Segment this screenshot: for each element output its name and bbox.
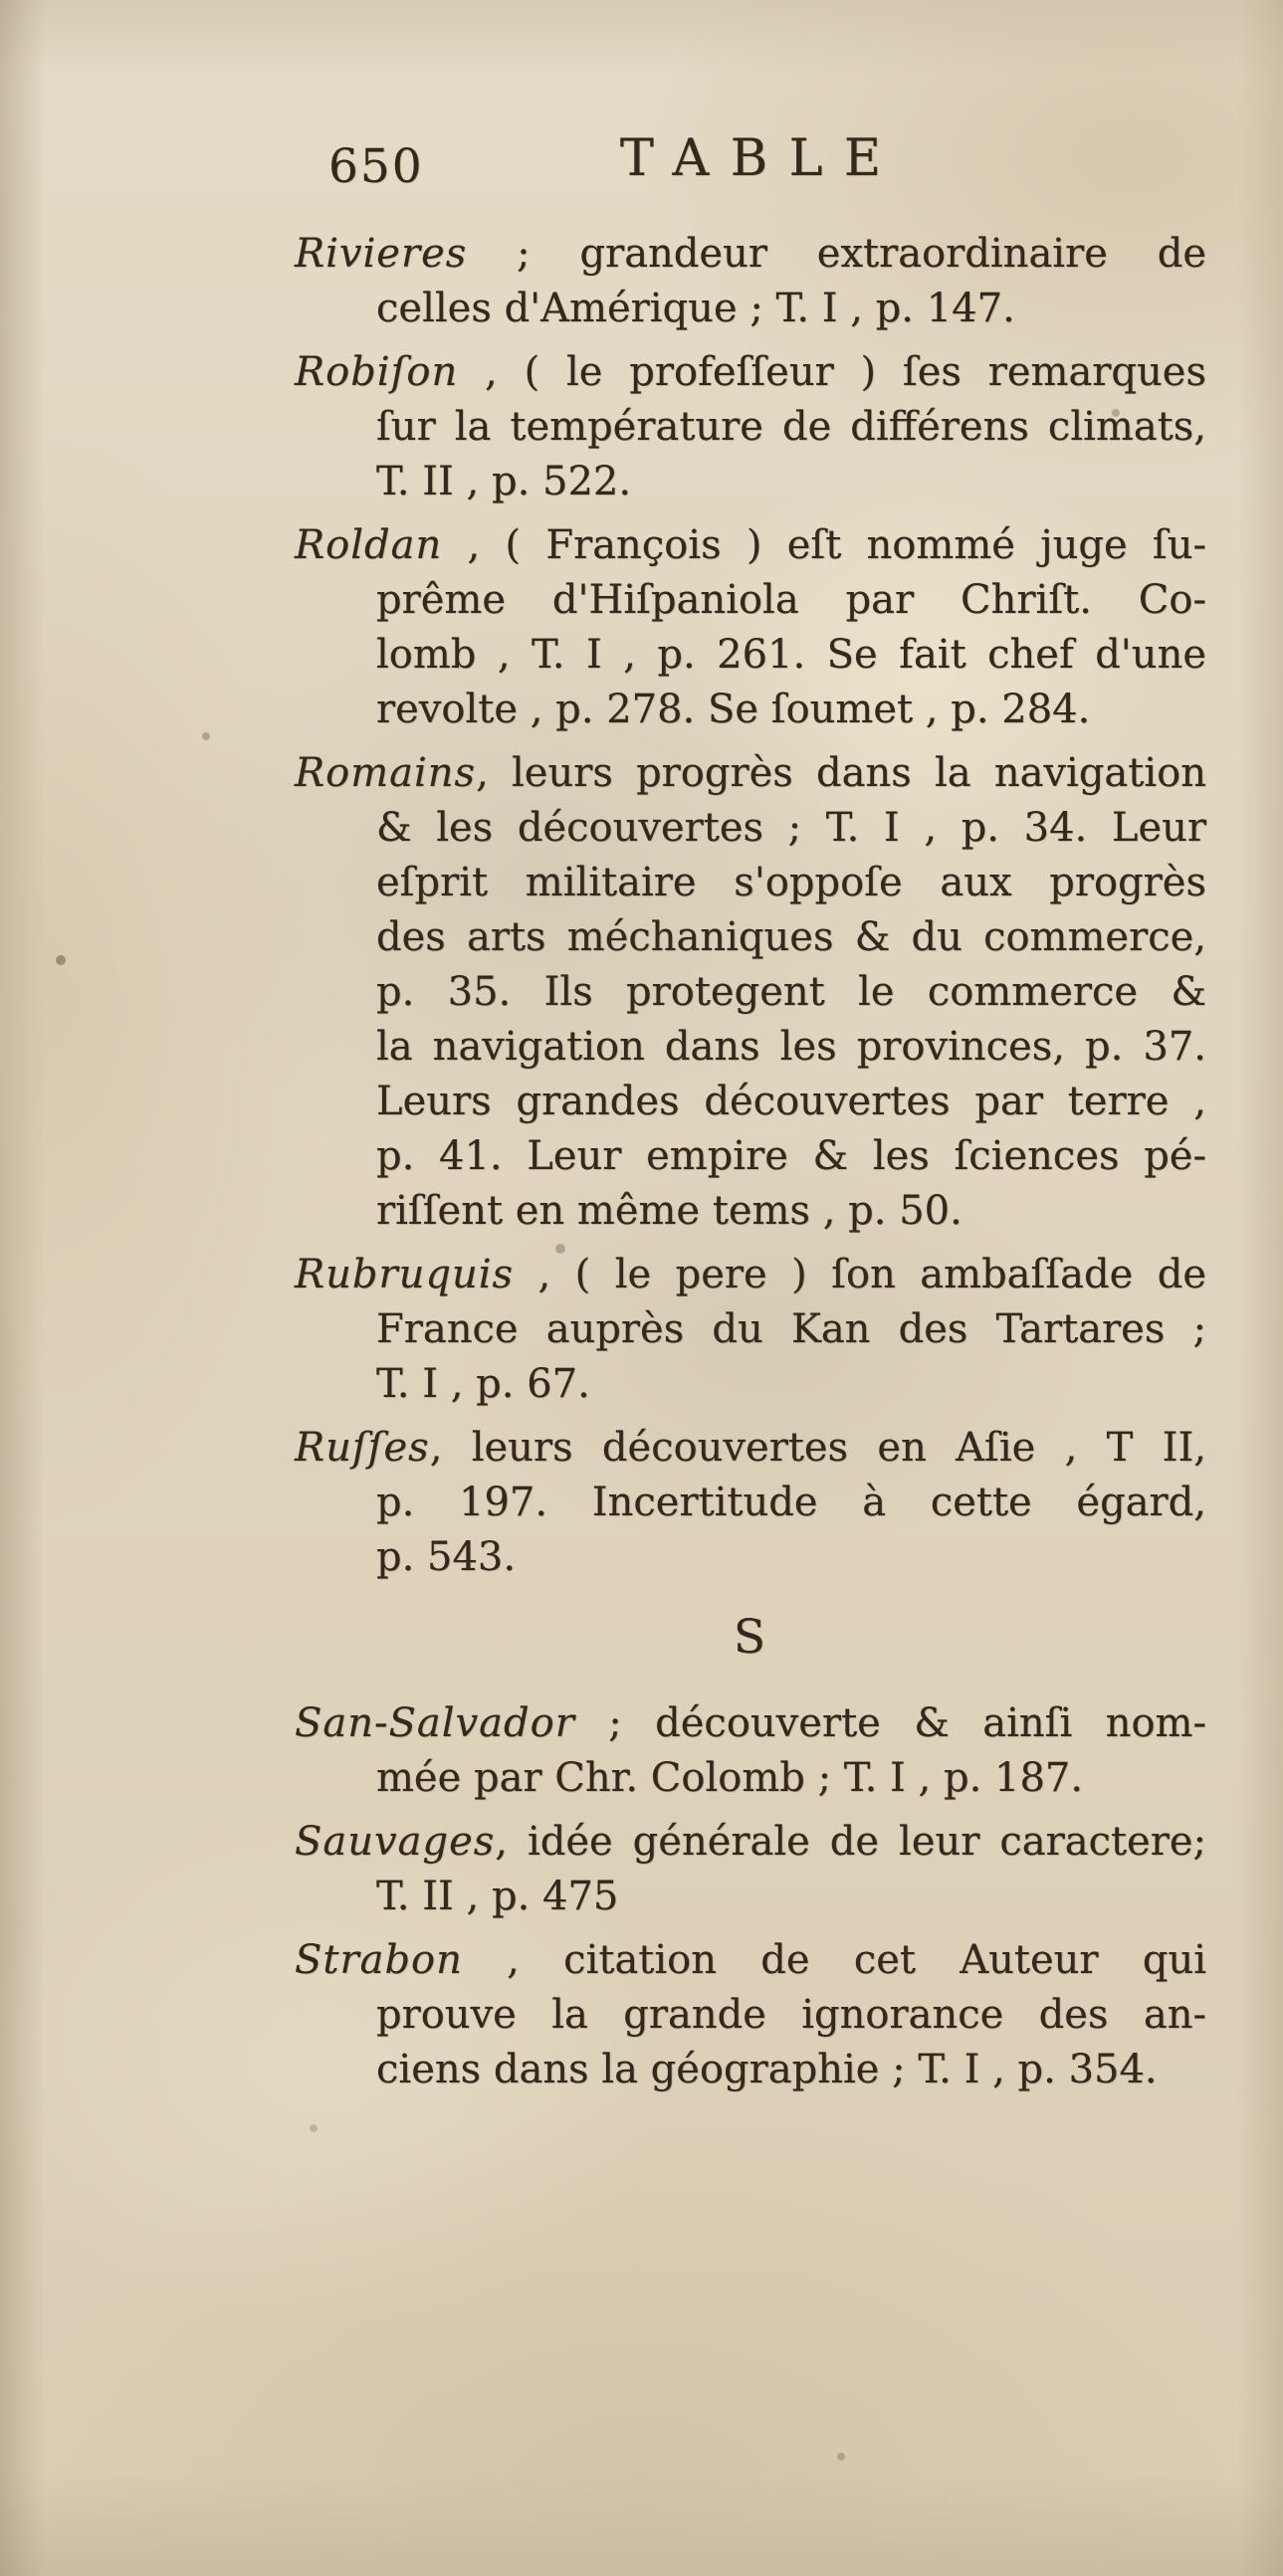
entry-line: ſur la température de différens climats, <box>376 404 1206 450</box>
entry-headword: San-Salvador <box>295 1700 575 1746</box>
index-entry <box>295 518 1206 737</box>
entry-line <box>295 1421 1206 1476</box>
entry-first-line-text: ; découverte & ainſi nom- <box>574 1700 1206 1746</box>
entry-line: ciens dans la géographie ; T. I , p. 354. <box>376 2047 1158 2092</box>
entry-first-line-text: , ( le profeſſeur ) ſes remarques <box>458 349 1206 395</box>
entry-line: & les découvertes ; T. I , p. 34. Leur <box>376 805 1206 851</box>
page-number: 650 <box>328 139 424 194</box>
entry-first-line-text: , leurs progrès dans la navigation <box>476 750 1206 796</box>
entry-line <box>295 1933 1206 1988</box>
index-entry <box>295 1421 1206 1585</box>
entry-headword: Robiſon <box>295 349 459 395</box>
entry-first-line-text: , ( François ) eſt nommé juge ſu- <box>442 522 1206 568</box>
entry-line: T. II , p. 475 <box>376 1874 619 1919</box>
entry-line: T. I , p. 67. <box>376 1361 590 1407</box>
index-entry <box>295 1248 1206 1412</box>
entry-headword: Ruſſes <box>295 1425 430 1471</box>
entry-line: p. 543. <box>376 1534 517 1580</box>
paper-specks <box>0 0 6 6</box>
entry-line: des arts méchaniques & du commerce, <box>376 914 1206 960</box>
section-heading-s: S <box>733 1610 768 1665</box>
entry-line <box>295 345 1206 400</box>
entry-line: Leurs grandes découvertes par terre , <box>376 1079 1206 1124</box>
index-entry <box>295 1933 1206 2097</box>
entry-line: eſprit militaire s'oppoſe aux progrès <box>376 860 1206 905</box>
entry-line <box>295 1696 1206 1751</box>
entry-first-line-text: , leurs découvertes en Aſie , T II, <box>429 1425 1206 1471</box>
index-entry <box>295 746 1206 1239</box>
entry-first-line-text: , citation de cet Auteur qui <box>462 1937 1206 1983</box>
entry-line <box>295 1248 1206 1302</box>
entry-headword: Rubruquis <box>295 1252 515 1297</box>
entry-line <box>295 518 1206 573</box>
text-column <box>295 131 1206 2106</box>
entry-line: France auprès du Kan des Tartares ; <box>376 1306 1206 1352</box>
entry-headword: Strabon <box>295 1937 463 1983</box>
entry-line: riſſent en même tems , p. 50. <box>376 1188 962 1234</box>
entry-line: p. 41. Leur empire & les ſciences pé- <box>376 1133 1206 1179</box>
entry-first-line-text: ; grandeur extraordinaire de <box>467 231 1206 277</box>
entry-line: T. II , p. 522. <box>376 459 632 504</box>
entry-line: la navigation dans les provinces, p. 37. <box>376 1024 1206 1070</box>
entry-line: prême d'Hiſpaniola par Chriſt. Co- <box>376 577 1206 623</box>
entry-line: revolte , p. 278. Se ſoumet , p. 284. <box>376 687 1091 732</box>
entry-line: p. 35. Ils protegent le commerce & <box>376 969 1206 1015</box>
entry-headword: Roldan <box>295 522 443 568</box>
entry-headword: Sauvages <box>295 1819 496 1865</box>
entry-line: p. 197. Incertitude à cette égard, <box>376 1480 1206 1525</box>
running-title: TABLE <box>619 129 903 188</box>
index-entries-s <box>295 1696 1206 2097</box>
index-entry <box>295 1696 1206 1806</box>
entry-headword: Rivieres <box>295 231 468 277</box>
entry-line: mée par Chr. Colomb ; T. I , p. 187. <box>376 1755 1084 1801</box>
index-entry <box>295 1815 1206 1924</box>
entry-line <box>295 746 1206 801</box>
running-head <box>295 131 1206 205</box>
entry-first-line-text: , idée générale de leur caractere; <box>495 1819 1206 1865</box>
entry-headword: Romains <box>295 750 477 796</box>
entry-first-line-text: , ( le pere ) ſon ambaſſade de <box>514 1252 1206 1297</box>
index-entry <box>295 227 1206 336</box>
entry-line: lomb , T. I , p. 261. Se fait chef d'une <box>376 632 1206 678</box>
entry-line <box>295 227 1206 282</box>
index-entries-r <box>295 227 1206 1585</box>
entry-line: celles d'Amérique ; T. I , p. 147. <box>376 286 1015 331</box>
entry-line: prouve la grande ignorance des an- <box>376 1992 1206 2038</box>
entry-line <box>295 1815 1206 1870</box>
index-entry <box>295 345 1206 509</box>
